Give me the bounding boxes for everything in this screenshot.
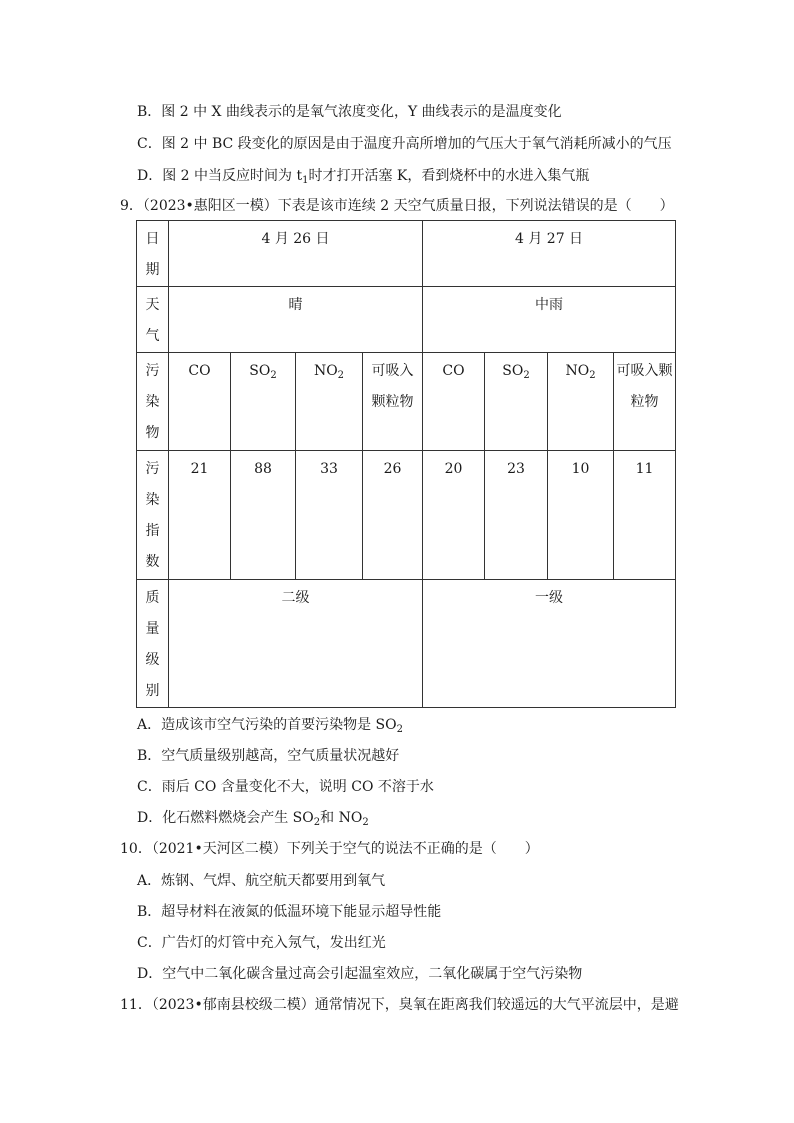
row-label-date: 日 期 (137, 221, 169, 287)
row-label-pollutant: 污 染 物 (137, 353, 169, 451)
weather-day2: 中雨 (423, 287, 676, 353)
q8-option-c: C．图 2 中 BC 段变化的原因是由于温度升高所增加的气压大于氧气消耗所减小的气压 (137, 136, 672, 152)
q8-option-b: B．图 2 中 X 曲线表示的是氧气浓度变化，Y 曲线表示的是温度变化 (137, 104, 562, 120)
row-label-weather: 天 气 (137, 287, 169, 353)
pollutant-co-day1: CO (169, 353, 231, 451)
index-no2-day2: 10 (548, 451, 614, 580)
q8-option-d: D．图 2 中当反应时间为 $t_1$时才打开活塞 K，看到烧杯中的水进入集气瓶 (137, 168, 590, 186)
pollutant-pm-day2: 可吸入颗 粒物 (614, 353, 676, 451)
row-weather (137, 287, 676, 353)
q10-option-a: A．炼钢、气焊、航空航天都要用到氧气 (137, 873, 386, 889)
date-day2: 4 月 27 日 (423, 221, 676, 287)
row-label-level: 质 量 级 别 (137, 580, 169, 708)
weather-day1: 晴 (169, 287, 423, 353)
pollutant-no2-day2: $NO_2$ (548, 353, 614, 451)
row-pollutant (137, 353, 676, 451)
row-date (137, 221, 676, 287)
q10-stem: 10．（2021•天河区二模）下列关于空气的说法不正确的是（ ） (120, 841, 539, 857)
q9-option-d: D．化石燃料燃烧会产生 $SO_2$和 $NO_2$ (137, 810, 369, 828)
row-label-index: 污 染 指 数 (137, 451, 169, 580)
index-so2-day1: 88 (231, 451, 296, 580)
q10-option-c: C．广告灯的灯管中充入氖气，发出红光 (137, 935, 386, 951)
index-so2-day2: 23 (485, 451, 548, 580)
air-quality-table (136, 220, 676, 708)
index-pm-day1: 26 (363, 451, 423, 580)
pollutant-pm-day1: 可吸入 颗粒物 (363, 353, 423, 451)
pollutant-co-day2: CO (423, 353, 485, 451)
pollutant-no2-day1: $NO_2$ (296, 353, 363, 451)
q11-stem: 11．（2023•郁南县校级二模）通常情况下，臭氧在距离我们较遥远的大气平流层中，是避 (120, 997, 679, 1013)
row-index (137, 451, 676, 580)
q10-option-b: B．超导材料在液氮的低温环境下能显示超导性能 (137, 904, 442, 920)
pollutant-so2-day1: $SO_2$ (231, 353, 296, 451)
index-pm-day2: 11 (614, 451, 676, 580)
q9-option-b: B．空气质量级别越高，空气质量状况越好 (137, 748, 400, 764)
index-no2-day1: 33 (296, 451, 363, 580)
row-level (137, 580, 676, 708)
level-day2: 一级 (423, 580, 676, 708)
q9-option-a: A．造成该市空气污染的首要污染物是 $SO_2$ (137, 717, 404, 735)
index-co-day1: 21 (169, 451, 231, 580)
index-co-day2: 20 (423, 451, 485, 580)
pollutant-so2-day2: $SO_2$ (485, 353, 548, 451)
date-day1: 4 月 26 日 (169, 221, 423, 287)
q9-option-c: C．雨后 CO 含量变化不大，说明 CO 不溶于水 (137, 779, 434, 795)
q9-stem: 9．（2023•惠阳区一模）下表是该市连续 2 天空气质量日报，下列说法错误的是（ ） (120, 198, 674, 214)
level-day1: 二级 (169, 580, 423, 708)
q10-option-d: D．空气中二氧化碳含量过高会引起温室效应，二氧化碳属于空气污染物 (137, 966, 583, 982)
